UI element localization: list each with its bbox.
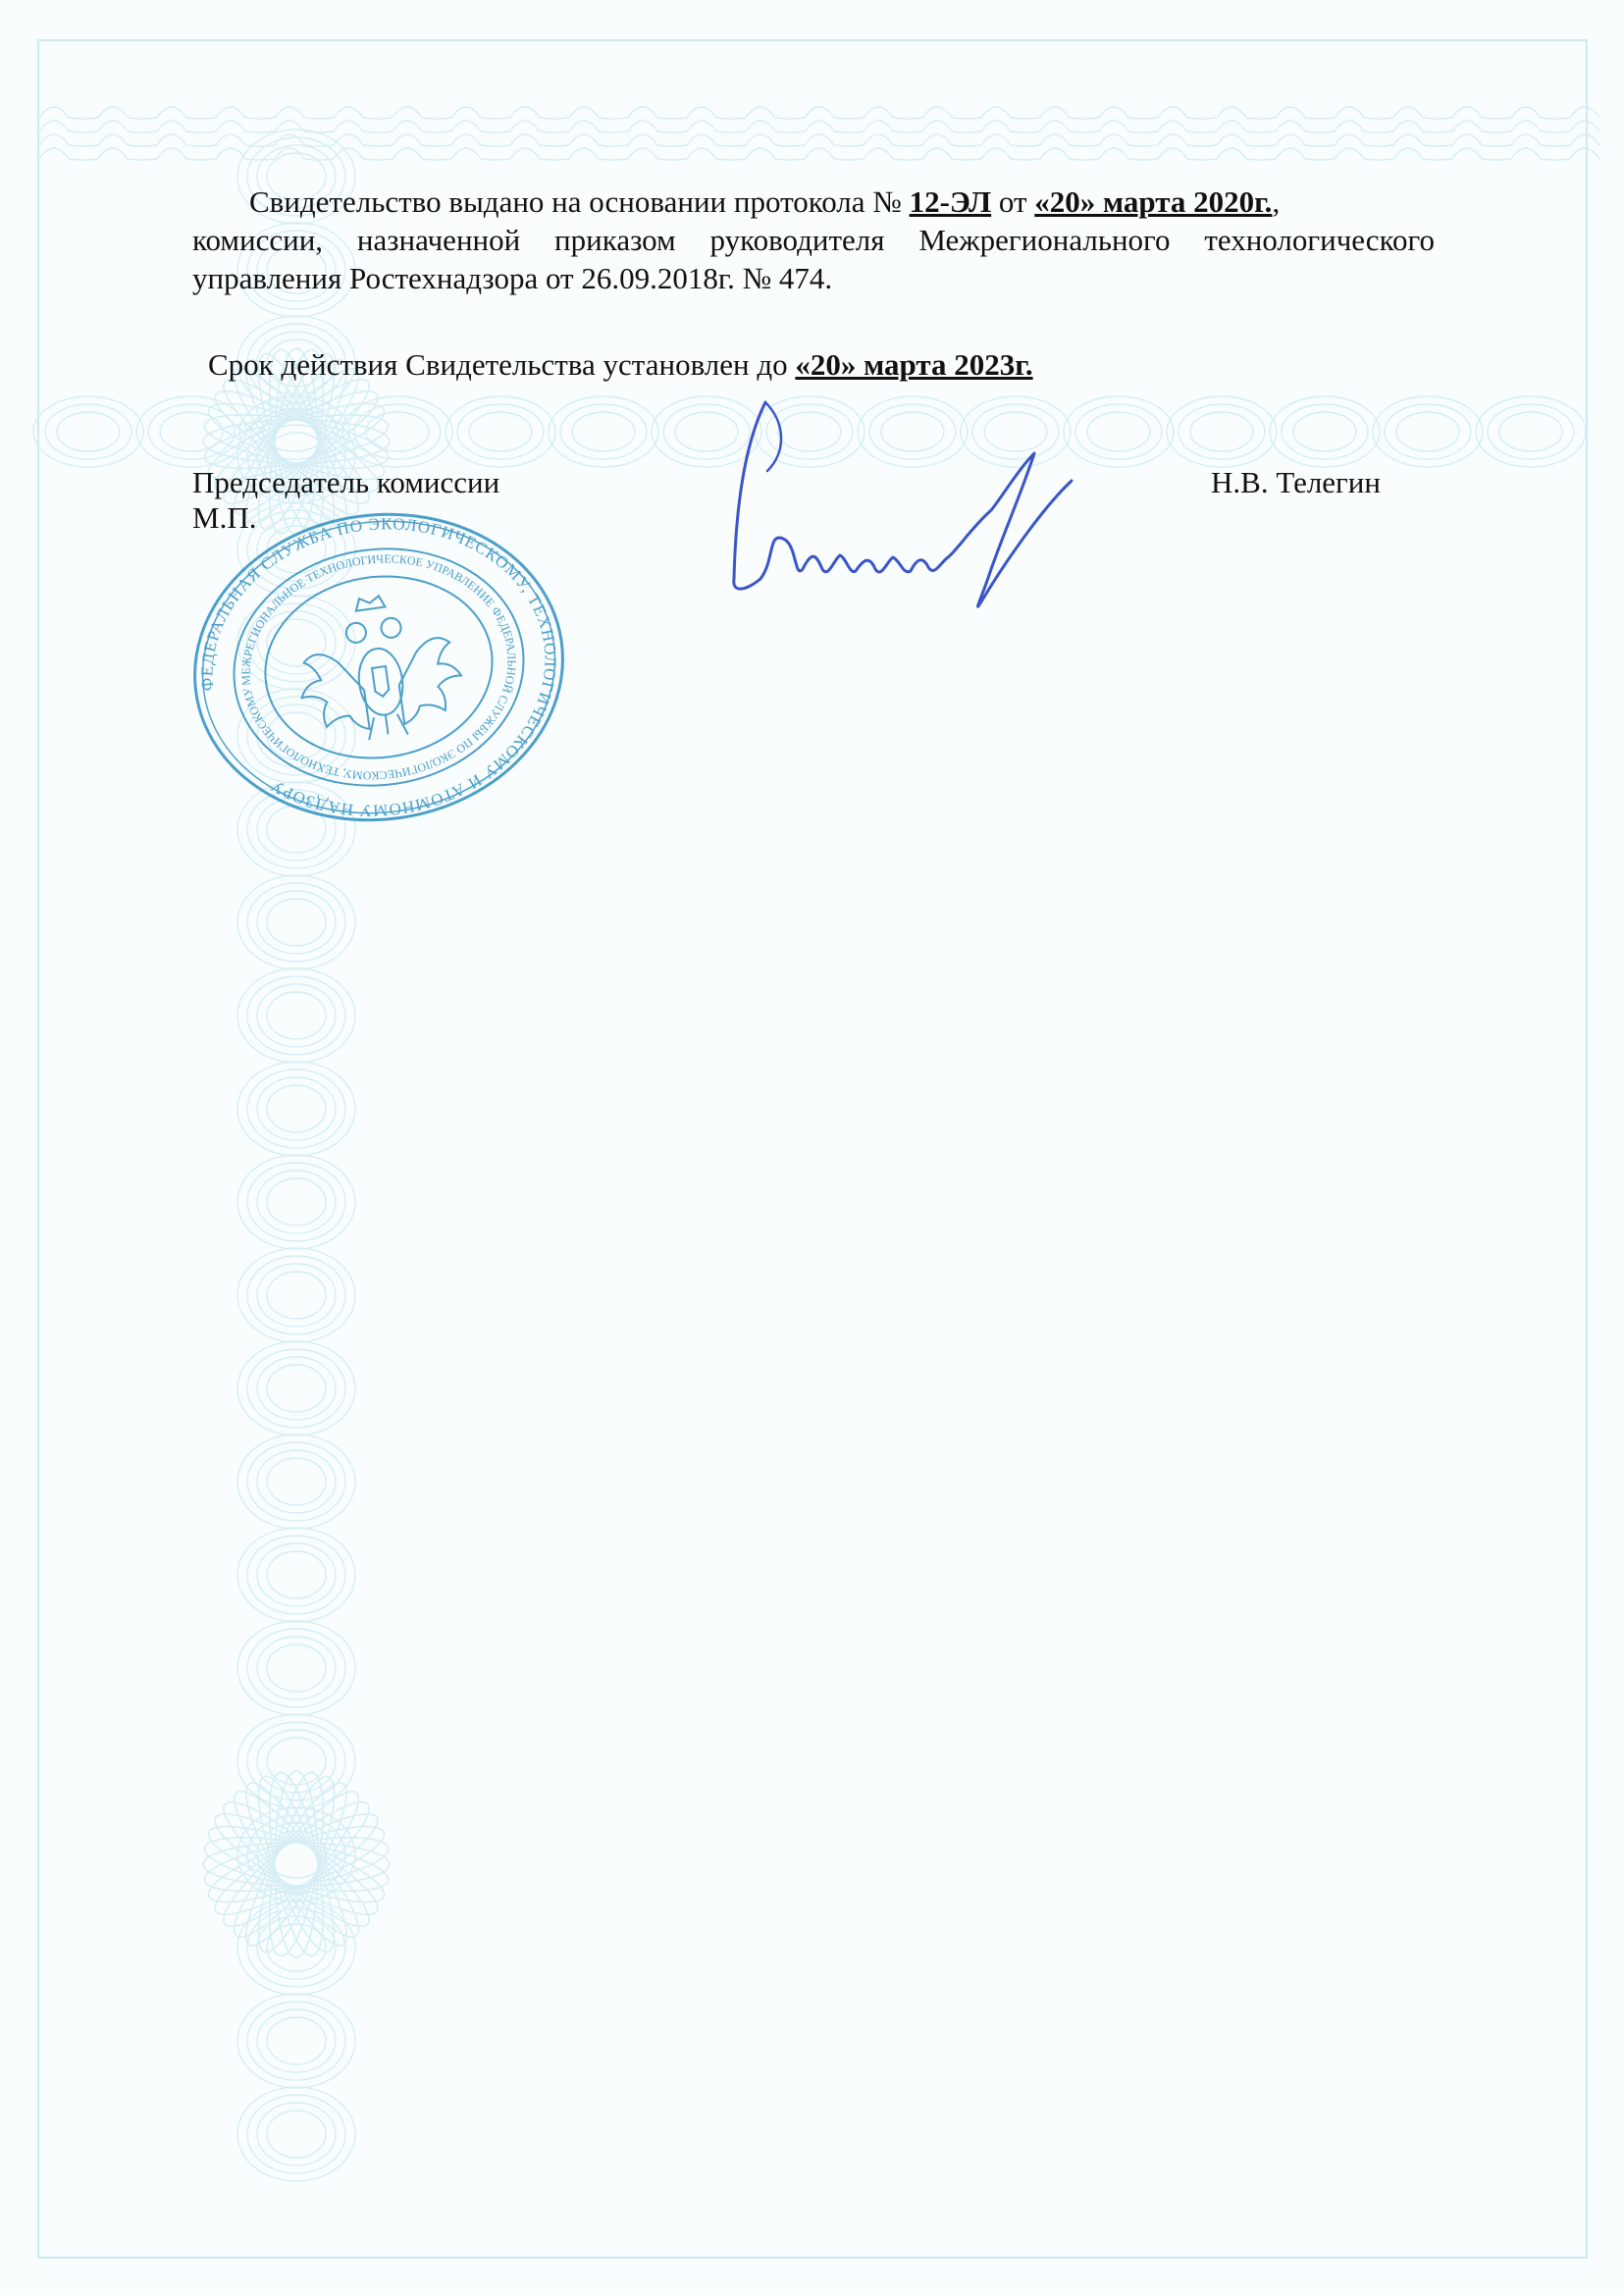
eagle-emblem-icon [289, 586, 468, 748]
protocol-date: «20» марта 2020г. [1034, 184, 1273, 219]
validity-paragraph [208, 345, 1033, 384]
stamp-place-label: М.П. [192, 500, 257, 535]
seal-outer-text: ФЕДЕРАЛЬНАЯ СЛУЖБА ПО ЭКОЛОГИЧЕСКОМУ, ТЕХНОЛОГИЧЕСКОМУ И АТОМНОМУ НАДЗОРУ [197, 514, 560, 820]
protocol-number: 12-ЭЛ [909, 184, 992, 219]
seal-inner-text: МЕЖРЕГИОНАЛЬНОЕ ТЕХНОЛОГИЧЕСКОЕ УПРАВЛЕНИЕ ФЕДЕРАЛЬНОЙ СЛУЖБЫ ПО ЭКОЛОГИЧЕСКОМУ, ТЕХНОЛОГИЧЕСКОМУ [238, 551, 519, 783]
chair-signature [707, 383, 1099, 638]
issuance-basis-line-1 [192, 183, 1435, 221]
commission-chair-title: Председатель комиссии [192, 465, 500, 499]
validity-prefix-text: Срок действия Свидетельства установлен до [208, 347, 796, 382]
issuance-basis-line-3: управления Ростехнадзора от 26.09.2018г. № 474. [192, 261, 833, 295]
protocol-date-suffix: , [1272, 184, 1281, 219]
validity-date: «20» марта 2023г. [795, 347, 1033, 382]
official-seal-stamp [192, 510, 565, 824]
commission-chair-name: Н.В. Телегин [1211, 465, 1381, 499]
protocol-prefix-text: Свидетельство выдано на основании протокола № [249, 184, 910, 219]
issuance-basis-paragraph [192, 183, 1435, 297]
protocol-date-prefix: от [991, 184, 1035, 219]
issuance-basis-line-2: комиссии, назначенной приказом руководителя Межрегионального технологического [192, 223, 1435, 257]
